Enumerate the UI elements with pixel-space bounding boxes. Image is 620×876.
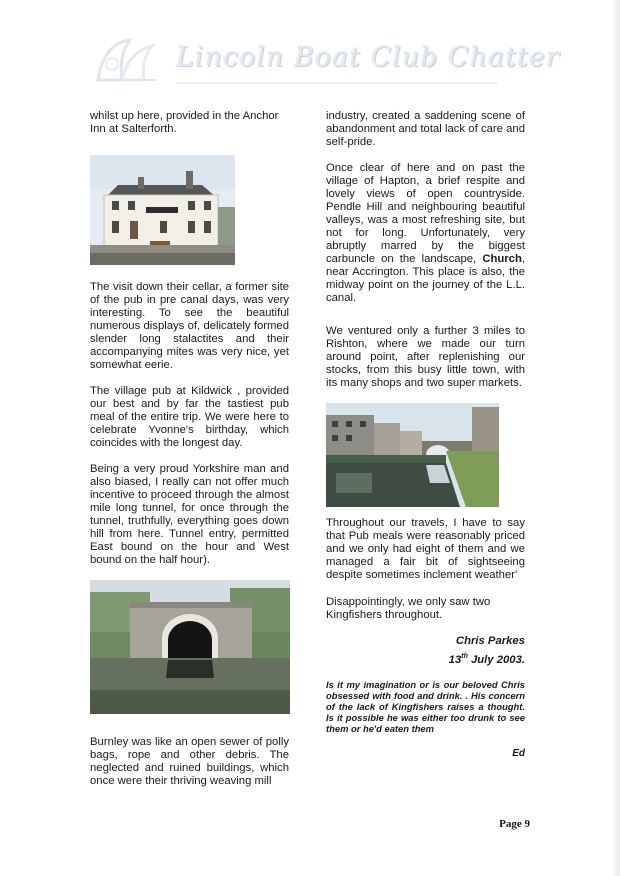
signature-date — [326, 649, 525, 668]
signature-date-suffix: th — [461, 653, 468, 660]
signature-name: Chris Parkes — [455, 635, 525, 647]
signature-block — [326, 634, 525, 668]
editor-note: Is it my imagination or is our beloved Chris obsessed with food and drink. . His concern of the lack of Kingfishers raises a thought. Is it possible he was either too drunk to see them or he'd eaten them — [326, 678, 525, 734]
signature-date-rest: July 2003. — [467, 653, 525, 666]
church-bold-word: Church — [482, 253, 522, 265]
masthead-title: Lincoln Boat Club Chatter — [176, 42, 560, 73]
right-column — [326, 110, 525, 760]
signature-date-day: 13 — [448, 653, 462, 666]
page-number: Page 9 — [499, 818, 530, 830]
hapton-text-start: Once clear of here and on past the village of Hapton, a brief respite and lovely views of open countryside. Pendle Hill and neighbouring beautiful valleys, was a most refreshing site, but not for long. Unfortunately, very abruptly marred by the biggest carbuncle on the landscape, — [326, 162, 525, 265]
canal-photo — [326, 403, 499, 507]
paragraph-travels: Throughout our travels, I have to say that Pub meals were reasonably priced and we only had eight of them and we managed a fair bit of sightseeing despite sometimes inclement weather' — [326, 517, 525, 581]
paragraph-hapton — [326, 162, 525, 305]
pub-photo — [90, 155, 235, 265]
paragraph-rishton: We ventured only a further 3 miles to Rishton, where we made our turn around point, after replenishing our stocks, from this busy little town, with its many shops and two super markets. — [326, 325, 525, 389]
paragraph-kingfishers: Disappointingly, we only saw two Kingfishers throughout. — [326, 596, 491, 621]
masthead — [0, 0, 620, 100]
tunnel-photo — [90, 580, 290, 714]
paragraph-tunnel: Being a very proud Yorkshire man and also biased, I really can not offer much incentive to proceed through the almost mile long tunnel, for once through the tunnel, truthfully, everything goes down hill from here. Tunnel entry, permitted East bound on the hour and West bound on the half hour). — [90, 463, 289, 566]
paragraph-industry: industry, created a saddening scene of abandonment and total lack of care and self-pride. — [326, 110, 525, 148]
hapton-text-end: , near Accrington. This place is also, the midway point on the journey of the L.L. canal. — [326, 253, 526, 304]
editor-signature: Ed — [512, 747, 525, 759]
paragraph-cellar: The visit down their cellar, a former site of the pub in pre canal days, was very interesting. To see the beautiful numerous displays of, delicately formed slender long stalactites and their accompanying mites was very nice, yet somewhat eerie. — [90, 281, 289, 371]
masthead-rule — [176, 82, 498, 84]
club-logo-icon — [92, 34, 162, 86]
left-column — [90, 110, 289, 801]
page-edge-shadow — [612, 0, 620, 876]
paragraph-intro: whilst up here, provided in the Anchor Inn at Salterforth. — [90, 110, 279, 135]
paragraph-kildwick: The village pub at Kildwick , provided our best and by far the tastiest pub meal of the entire trip. We were here to celebrate Yvonne's birthday, which coincides with the longest day. — [90, 385, 289, 449]
paragraph-burnley: Burnley was like an open sewer of polly bags, rope and other debris. The neglected and ruined buildings, which once were their thriving weaving mill — [90, 736, 289, 787]
